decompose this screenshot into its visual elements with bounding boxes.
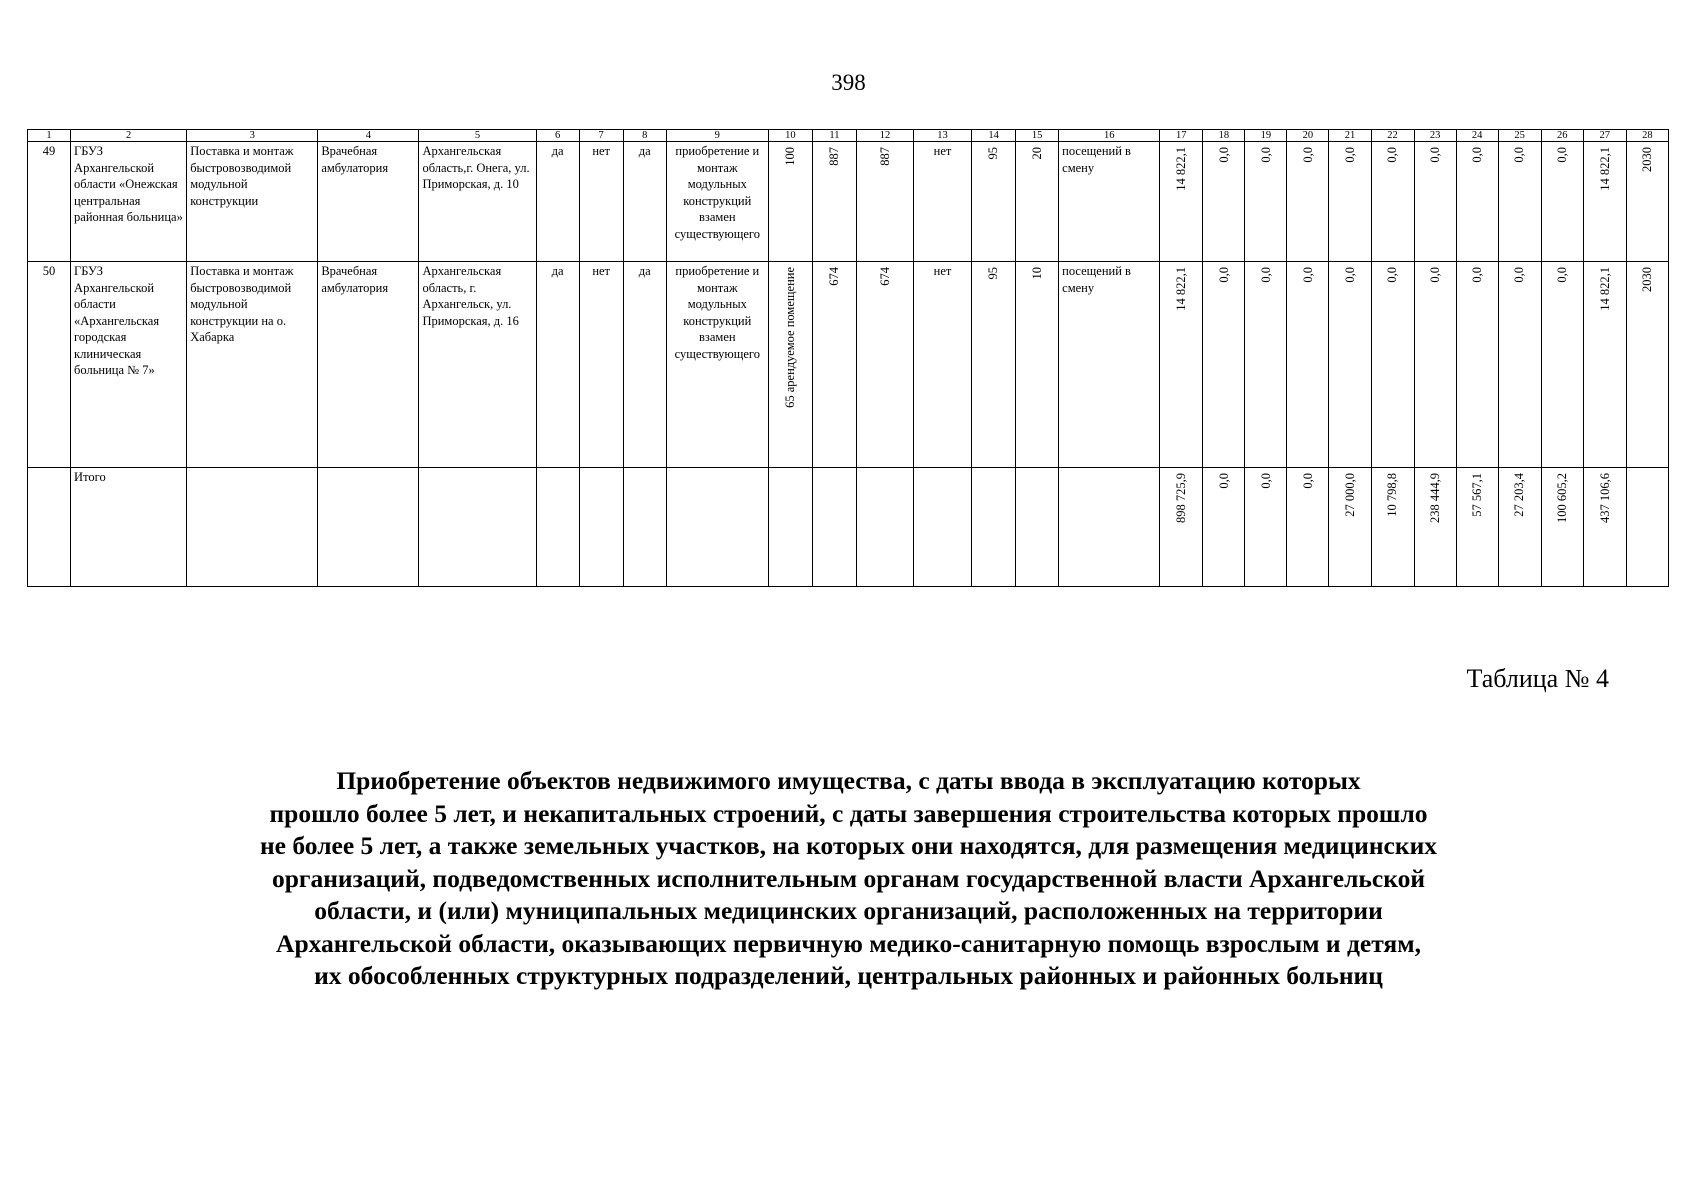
cell-col-24: [1456, 262, 1498, 468]
empty-cell: [419, 468, 536, 587]
empty-cell: [623, 468, 666, 587]
heading-line: прошло более 5 лет, и некапитальных строений, с даты завершения строительства которых прошло: [269, 798, 1428, 828]
cell-col-10: [768, 262, 812, 468]
empty-cell: [1059, 468, 1160, 587]
vertical-value: 14 822,1: [1174, 147, 1189, 191]
work-description-cell: Поставка и монтаж быстровозводимой модульной конструкции: [187, 142, 318, 262]
vertical-value: 0,0: [1258, 267, 1273, 283]
cell-col-22: [1371, 262, 1414, 468]
cell-col-9: приобретение и монтаж модульных конструкций взамен существующего: [666, 262, 768, 468]
vertical-value: 100 605,2: [1554, 473, 1569, 523]
cell-col-12: [856, 142, 913, 262]
organization-cell: ГБУЗ Архангельской области «Архангельская городская клиническая больница № 7»: [71, 262, 187, 468]
cell-col-11: [812, 262, 856, 468]
cell-col-26: [1541, 142, 1583, 262]
vertical-value: 887: [877, 147, 892, 166]
column-number: 10: [768, 130, 812, 142]
cell-col-17: [1160, 262, 1203, 468]
cell-col-13: нет: [914, 262, 972, 468]
heading-line: Приобретение объектов недвижимого имущества, с даты ввода в эксплуатацию которых: [336, 766, 1361, 795]
empty-cell: [536, 468, 579, 587]
cell-col-28: [1626, 142, 1668, 262]
cell-col-15: [1016, 262, 1059, 468]
cell-col-7: нет: [579, 262, 623, 468]
vertical-value: 0,0: [1469, 267, 1484, 283]
heading-line: Архангельской области, оказывающих первичную медико-санитарную помощь взрослым и детям,: [276, 928, 1421, 958]
vertical-value: 0,0: [1300, 473, 1315, 489]
vertical-value: 0,0: [1342, 147, 1357, 163]
vertical-value: 437 106,6: [1597, 473, 1612, 523]
vertical-value: 0,0: [1469, 147, 1484, 163]
page-number: 398: [831, 70, 866, 95]
vertical-value: 2030: [1640, 147, 1655, 172]
table-row: [28, 262, 1669, 468]
cell-col-9: приобретение и монтаж модульных конструкций взамен существующего: [666, 142, 768, 262]
column-number: 9: [666, 130, 768, 142]
total-col-24: [1456, 468, 1498, 587]
column-number: 8: [623, 130, 666, 142]
cell-col-14: [972, 142, 1016, 262]
empty-cell: [972, 468, 1016, 587]
cell-col-6: да: [536, 142, 579, 262]
cell-col-19: [1245, 142, 1287, 262]
vertical-value: 65 арендуемое помещение: [783, 267, 798, 408]
facility-table: [27, 129, 1669, 587]
heading-line: их обособленных структурных подразделений, центральных районных и районных больниц: [314, 961, 1383, 990]
total-label: Итого: [71, 468, 187, 587]
empty-cell: [914, 468, 972, 587]
cell-col-20: [1287, 142, 1329, 262]
column-number: 20: [1287, 130, 1329, 142]
cell-col-23: [1414, 142, 1456, 262]
column-number: 23: [1414, 130, 1456, 142]
column-number: 21: [1329, 130, 1371, 142]
total-col-18: [1203, 468, 1245, 587]
total-col-17: [1160, 468, 1203, 587]
cell-col-16: посещений в смену: [1059, 262, 1160, 468]
column-number: 24: [1456, 130, 1498, 142]
empty-cell: [666, 468, 768, 587]
column-number: 14: [972, 130, 1016, 142]
row-number: 49: [28, 142, 71, 262]
column-number: 12: [856, 130, 913, 142]
empty-cell: [1626, 468, 1668, 587]
cell-col-25: [1498, 142, 1541, 262]
vertical-value: 238 444,9: [1427, 473, 1442, 523]
cell-col-18: [1203, 262, 1245, 468]
cell-col-17: [1160, 142, 1203, 262]
cell-col-12: [856, 262, 913, 468]
table-label: Таблица № 4: [1466, 664, 1609, 693]
total-col-20: [1287, 468, 1329, 587]
cell-col-10: [768, 142, 812, 262]
work-description-cell: Поставка и монтаж быстровозводимой модульной конструкции на о. Хабарка: [187, 262, 318, 468]
vertical-value: 10: [1029, 267, 1044, 280]
vertical-value: 0,0: [1216, 267, 1231, 283]
empty-cell: [318, 468, 419, 587]
heading-line: не более 5 лет, а также земельных участков, на которых они находятся, для размещения медицинских: [259, 831, 1438, 860]
column-number: 5: [419, 130, 536, 142]
cell-col-24: [1456, 142, 1498, 262]
vertical-value: 0,0: [1512, 147, 1527, 163]
vertical-value: 95: [986, 147, 1001, 160]
empty-cell: [812, 468, 856, 587]
object-type-cell: Врачебная амбулатория: [318, 262, 419, 468]
vertical-value: 57 567,1: [1469, 473, 1484, 517]
column-number: 16: [1059, 130, 1160, 142]
cell-col-8: да: [623, 262, 666, 468]
cell-col-27: [1583, 142, 1626, 262]
vertical-value: 0,0: [1427, 267, 1442, 283]
address-cell: Архангельская область,г. Онега, ул. Приморская, д. 10: [419, 142, 536, 262]
empty-cell: [856, 468, 913, 587]
empty-cell: [1016, 468, 1059, 587]
column-number: 3: [187, 130, 318, 142]
column-number-row: [28, 130, 1669, 142]
column-number: 2: [71, 130, 187, 142]
vertical-value: 100: [783, 147, 798, 166]
cell-col-22: [1371, 142, 1414, 262]
cell-col-21: [1329, 262, 1371, 468]
cell-col-27: [1583, 262, 1626, 468]
vertical-value: 0,0: [1342, 267, 1357, 283]
column-number: 4: [318, 130, 419, 142]
vertical-value: 0,0: [1216, 147, 1231, 163]
column-number: 25: [1498, 130, 1541, 142]
cell-col-16: посещений в смену: [1059, 142, 1160, 262]
vertical-value: 0,0: [1385, 267, 1400, 283]
vertical-value: 0,0: [1427, 147, 1442, 163]
table-row: [28, 142, 1669, 262]
cell-col-8: да: [623, 142, 666, 262]
cell-col-23: [1414, 262, 1456, 468]
vertical-value: 674: [827, 267, 842, 286]
heading-line: организаций, подведомственных исполнительным органам государственной власти Архангельской: [271, 863, 1426, 893]
column-number: 1: [28, 130, 71, 142]
cell-col-28: [1626, 262, 1668, 468]
vertical-value: 14 822,1: [1174, 267, 1189, 311]
empty-cell: [768, 468, 812, 587]
vertical-value: 898 725,9: [1174, 473, 1189, 523]
vertical-value: 0,0: [1216, 473, 1231, 489]
vertical-value: 0,0: [1554, 147, 1569, 163]
column-number: 26: [1541, 130, 1583, 142]
cell-col-11: [812, 142, 856, 262]
column-number: 6: [536, 130, 579, 142]
empty-cell: [187, 468, 318, 587]
column-number: 19: [1245, 130, 1287, 142]
cell-col-18: [1203, 142, 1245, 262]
vertical-value: 27 000,0: [1342, 473, 1357, 517]
column-number: 28: [1626, 130, 1668, 142]
vertical-value: 0,0: [1385, 147, 1400, 163]
cell-col-6: да: [536, 262, 579, 468]
vertical-value: 95: [986, 267, 1001, 280]
vertical-value: 27 203,4: [1512, 473, 1527, 517]
cell-col-13: нет: [914, 142, 972, 262]
vertical-value: 887: [827, 147, 842, 166]
vertical-value: 0,0: [1300, 267, 1315, 283]
empty-cell: [579, 468, 623, 587]
vertical-value: 674: [877, 267, 892, 286]
total-col-23: [1414, 468, 1456, 587]
total-col-21: [1329, 468, 1371, 587]
total-col-19: [1245, 468, 1287, 587]
column-number: 22: [1371, 130, 1414, 142]
column-number: 27: [1583, 130, 1626, 142]
organization-cell: ГБУЗ Архангельской области «Онежская центральная районная больница»: [71, 142, 187, 262]
cell-col-15: [1016, 142, 1059, 262]
column-number: 11: [812, 130, 856, 142]
table-heading: [160, 765, 1537, 993]
cell-col-21: [1329, 142, 1371, 262]
cell-col-25: [1498, 262, 1541, 468]
vertical-value: 0,0: [1554, 267, 1569, 283]
row-number: 50: [28, 262, 71, 468]
vertical-value: 2030: [1640, 267, 1655, 292]
column-number: 13: [914, 130, 972, 142]
cell-col-19: [1245, 262, 1287, 468]
cell-col-26: [1541, 262, 1583, 468]
object-type-cell: Врачебная амбулатория: [318, 142, 419, 262]
total-col-27: [1583, 468, 1626, 587]
vertical-value: 0,0: [1512, 267, 1527, 283]
heading-line: области, и (или) муниципальных медицинских организаций, расположенных на территории: [314, 896, 1383, 925]
column-number: 15: [1016, 130, 1059, 142]
vertical-value: 0,0: [1258, 473, 1273, 489]
empty-cell: [28, 468, 71, 587]
vertical-value: 10 798,8: [1385, 473, 1400, 517]
column-number: 18: [1203, 130, 1245, 142]
total-row: [28, 468, 1669, 587]
total-col-25: [1498, 468, 1541, 587]
cell-col-20: [1287, 262, 1329, 468]
address-cell: Архангельская область, г. Архангельск, ул. Приморская, д. 16: [419, 262, 536, 468]
total-col-22: [1371, 468, 1414, 587]
vertical-value: 20: [1029, 147, 1044, 160]
column-number: 7: [579, 130, 623, 142]
total-col-26: [1541, 468, 1583, 587]
vertical-value: 0,0: [1300, 147, 1315, 163]
vertical-value: 14 822,1: [1597, 267, 1612, 311]
cell-col-7: нет: [579, 142, 623, 262]
vertical-value: 14 822,1: [1597, 147, 1612, 191]
column-number: 17: [1160, 130, 1203, 142]
cell-col-14: [972, 262, 1016, 468]
vertical-value: 0,0: [1258, 147, 1273, 163]
